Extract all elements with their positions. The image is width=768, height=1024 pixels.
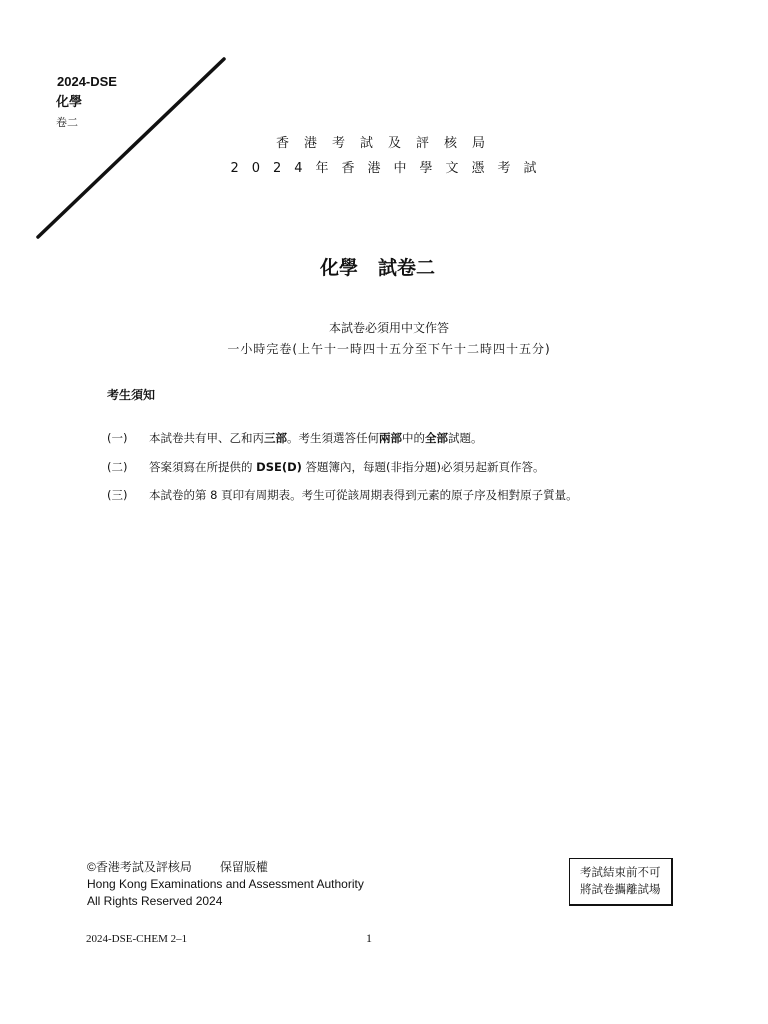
- copyright-cn: ©香港考試及評核局: [87, 860, 192, 874]
- paper-title: [320, 253, 435, 280]
- exam-notice-box: [569, 858, 673, 906]
- instruction-number: (二): [107, 460, 128, 474]
- instruction-number: (一): [107, 431, 128, 445]
- page-number: 1: [366, 931, 372, 945]
- exam-name: 2024年香港中學文憑考試: [230, 161, 550, 176]
- notice-line: 將試卷攜離試場: [580, 882, 661, 896]
- rights-cn: 保留版權: [219, 860, 268, 874]
- diagonal-strike-line: [0, 0, 240, 250]
- corner-exam-code: 2024-DSE: [57, 74, 117, 89]
- corner-subject: 化學: [56, 95, 83, 110]
- instruction-text: 答案須寫在所提供的 DSE(D) 答題簿內，每題(非指分題)必須另起新頁作答。: [149, 460, 545, 474]
- instruction-item: [107, 430, 483, 446]
- instruction-item: [107, 487, 578, 503]
- instruction-item: [107, 459, 545, 475]
- rights-en: All Rights Reserved 2024: [87, 894, 223, 908]
- instruction-number: (三): [107, 488, 128, 502]
- instruction-text: 本試卷的第 8 頁印有周期表。考生可從該周期表得到元素的原子序及相對原子質量。: [149, 488, 578, 502]
- time-note: 一小時完卷(上午十一時四十五分至下午十二時四十五分): [227, 342, 551, 356]
- copyright-en: Hong Kong Examinations and Assessment Authority: [87, 877, 364, 891]
- corner-paper: 卷二: [56, 116, 78, 129]
- paper-code: 2024-DSE-CHEM 2–1: [86, 933, 188, 945]
- paper-title-subject: 化學: [320, 257, 359, 279]
- authority-name: 香港考試及評核局: [275, 136, 500, 151]
- notice-line: 考試結束前不可: [580, 865, 661, 879]
- copyright-block: [87, 859, 364, 910]
- paper-title-paper: 試卷二: [378, 257, 436, 279]
- instructions-heading: 考生須知: [107, 388, 156, 402]
- language-note: 本試卷必須用中文作答: [328, 321, 449, 335]
- instruction-text: 本試卷共有甲、乙和丙三部。考生須選答任何兩部中的全部試題。: [149, 431, 483, 445]
